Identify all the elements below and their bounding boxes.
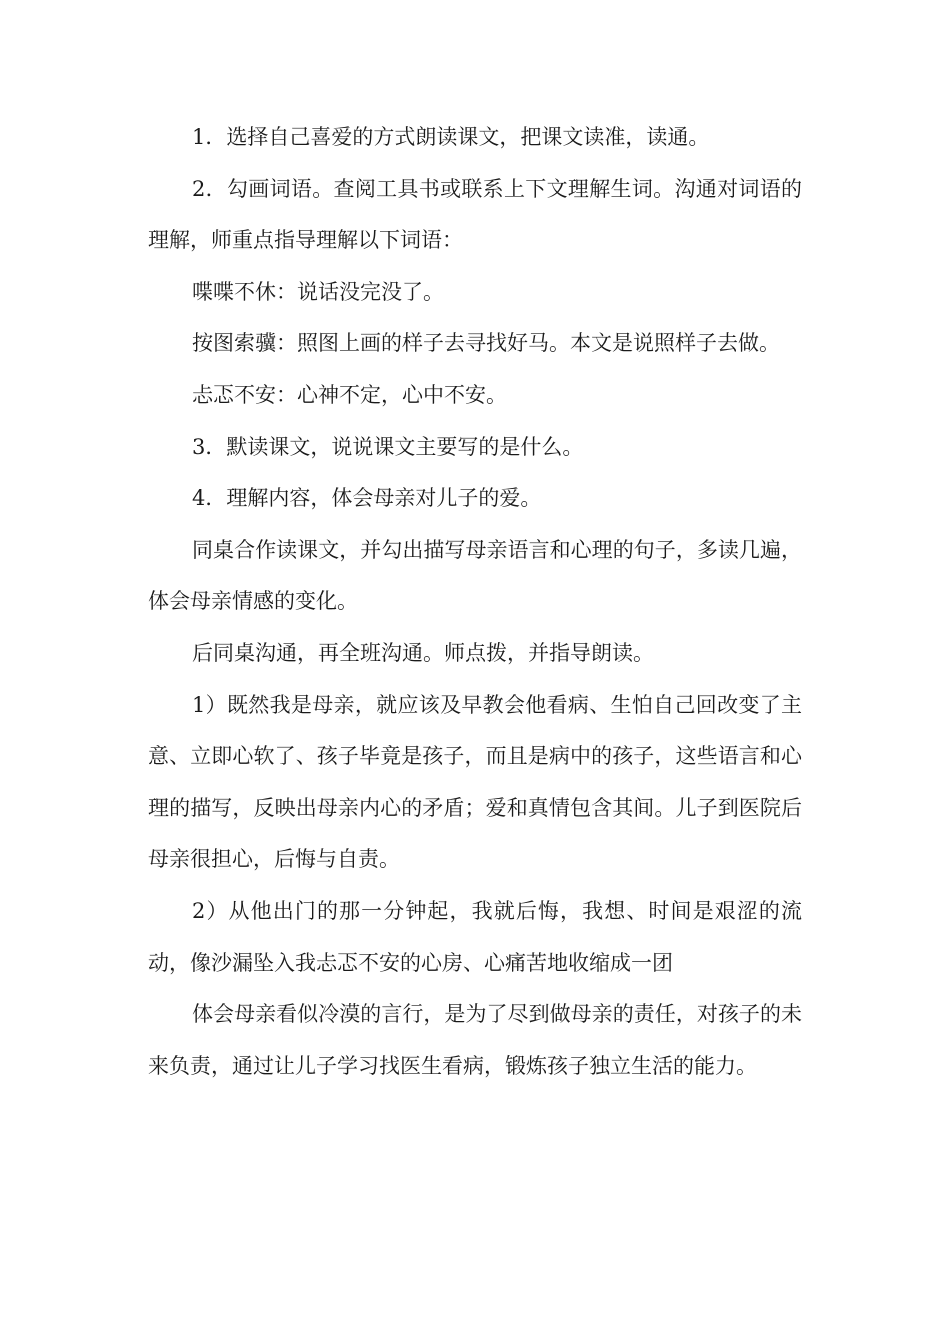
paragraph-word-2: 按图索骥：照图上画的样子去寻找好马。本文是说照样子去做。 (192, 331, 780, 356)
paragraph-step-2: 2．勾画词语。查阅工具书或联系上下文理解生词。沟通对词语的理解，师重点指导理解以下词语： (148, 176, 802, 253)
paragraph-partner-reading: 同桌合作读课文，并勾出描写母亲语言和心理的句子，多读几遍，体会母亲情感的变化。 (148, 537, 802, 614)
paragraph-point-1: 1）既然我是母亲，就应该及早教会他看病、生怕自己回改变了主意、立即心软了、孩子毕竟是孩子，而且是病中的孩子，这些语言和心理的描写，反映出母亲内心的矛盾；爱和真情包含其间。儿子到医院后母亲很担心，后悔与自责。 (148, 692, 802, 872)
paragraph-step-3: 3．默读课文，说说课文主要写的是什么。 (192, 434, 584, 459)
paragraph-conclusion: 体会母亲看似冷漠的言行，是为了尽到做母亲的责任，对孩子的未来负责，通过让儿子学习找医生看病，锻炼孩子独立生活的能力。 (148, 1002, 802, 1078)
paragraph-step-4: 4．理解内容，体会母亲对儿子的爱。 (192, 486, 542, 511)
paragraph-word-1: 喋喋不休：说话没完没了。 (192, 279, 444, 304)
document-body (148, 112, 802, 1092)
paragraph-word-3: 忐忑不安：心神不定，心中不安。 (192, 382, 507, 407)
paragraph-step-1: 1．选择自己喜爱的方式朗读课文，把课文读准，读通。 (192, 125, 710, 149)
paragraph-class-discussion: 后同桌沟通，再全班沟通。师点拨，并指导朗读。 (192, 640, 654, 665)
paragraph-point-2: 2）从他出门的那一分钟起，我就后悔，我想、时间是艰涩的流动，像沙漏坠入我忐忑不安的心房、心痛苦地收缩成一团 (148, 898, 802, 975)
